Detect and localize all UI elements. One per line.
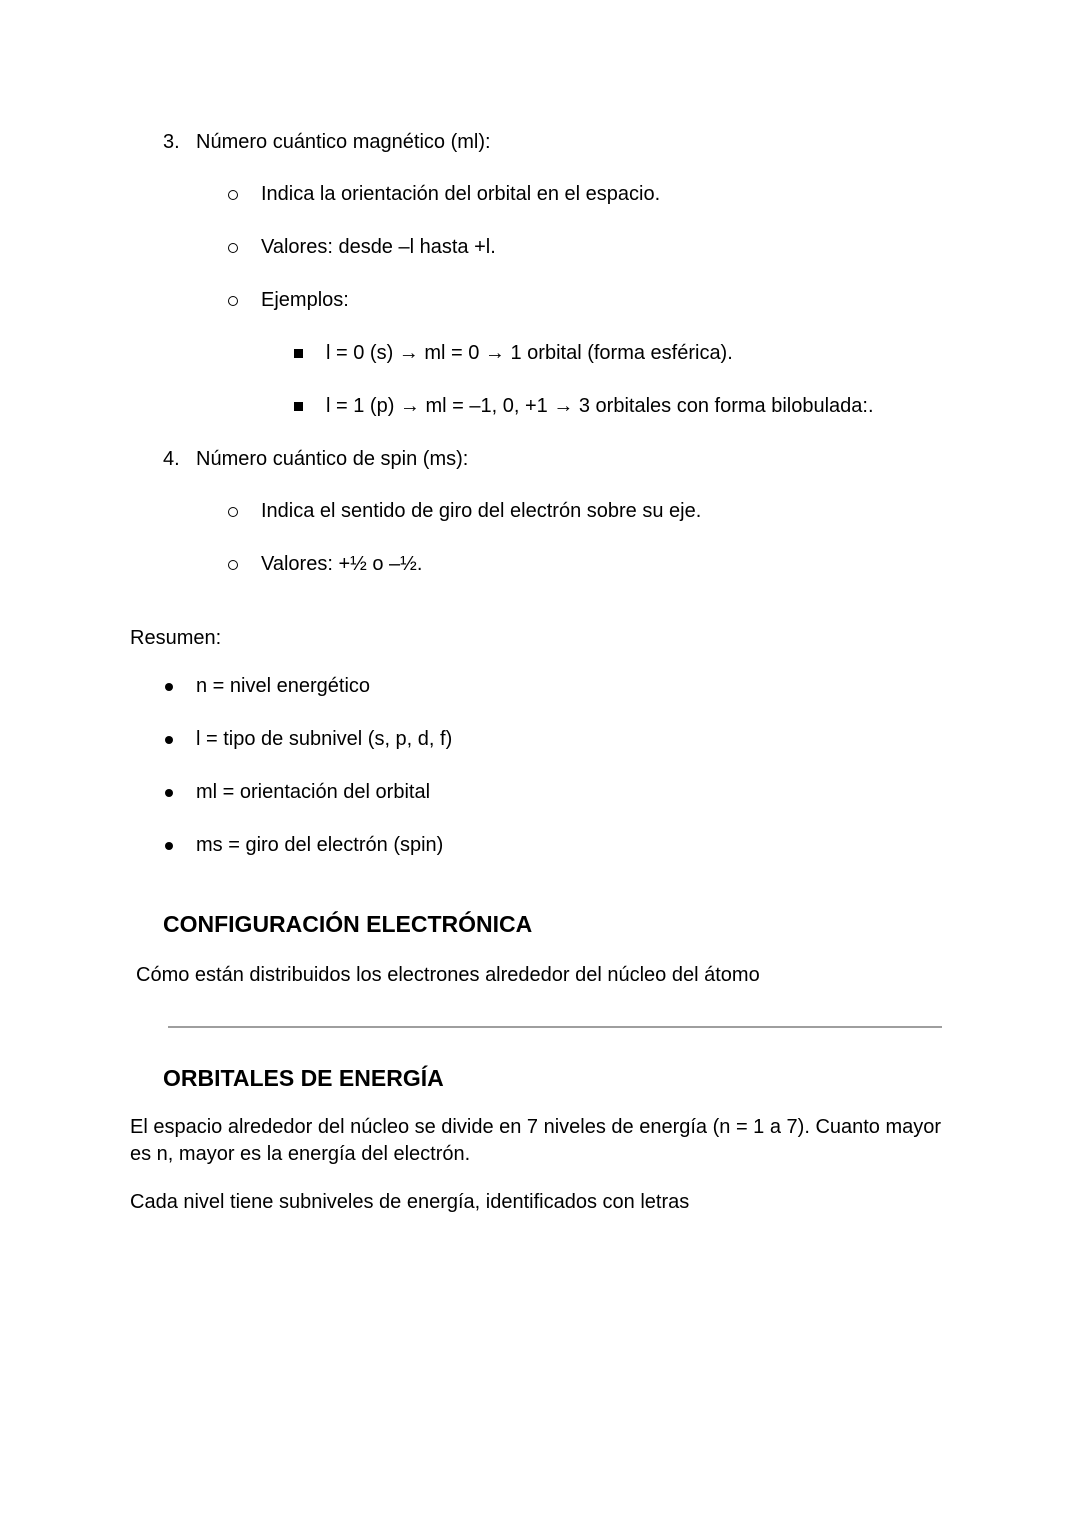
hollow-bullet-icon	[228, 234, 238, 260]
hollow-bullet-icon	[228, 181, 238, 207]
bullet-dot-icon	[165, 779, 173, 805]
list-number-3: 3.	[163, 131, 180, 153]
hollow-bullet-icon	[228, 551, 238, 577]
square-bullet-icon	[294, 340, 303, 366]
config-heading: CONFIGURACIÓN ELECTRÓNICA	[163, 911, 533, 937]
example-s-orbital: l = 0 (s) → ml = 0 → 1 orbital (forma esférica).	[326, 342, 733, 364]
summary-item-ml: ml = orientación del orbital	[196, 781, 431, 803]
summary-item-n: n = nivel energético	[196, 675, 371, 697]
bullet-dot-icon	[165, 673, 173, 699]
orbitals-paragraph-1: El espacio alrededor del núcleo se divide en 7 niveles de energía (n = 1 a 7). Cuanto mayor es n, mayor es la energía del electrón.	[130, 1116, 942, 1165]
item3-bullet-orientation: Indica la orientación del orbital en el espacio.	[261, 183, 661, 205]
item4-bullet-values: Valores: +½ o –½.	[261, 553, 423, 575]
horizontal-divider	[168, 1026, 942, 1028]
hollow-bullet-icon	[228, 498, 238, 524]
list-number-4: 4.	[163, 448, 180, 470]
summary-item-ms: ms = giro del electrón (spin)	[196, 834, 444, 856]
item4-title: Número cuántico de spin (ms):	[196, 448, 469, 470]
orbitals-heading: ORBITALES DE ENERGÍA	[163, 1065, 444, 1091]
item3-bullet-examples: Ejemplos:	[261, 289, 349, 311]
bullet-dot-icon	[165, 832, 173, 858]
item4-bullet-direction: Indica el sentido de giro del electrón sobre su eje.	[261, 500, 702, 522]
item3-title: Número cuántico magnético (ml):	[196, 131, 491, 153]
orbitals-paragraph-2: Cada nivel tiene subniveles de energía, identificados con letras	[130, 1191, 690, 1213]
hollow-bullet-icon	[228, 287, 238, 313]
square-bullet-icon	[294, 393, 303, 419]
summary-item-l: l = tipo de subnivel (s, p, d, f)	[196, 728, 453, 750]
item3-bullet-values: Valores: desde –l hasta +l.	[261, 236, 496, 258]
example-p-orbital: l = 1 (p) → ml = –1, 0, +1 → 3 orbitales con forma bilobulada:.	[326, 395, 874, 417]
config-text: Cómo están distribuidos los electrones alrededor del núcleo del átomo	[136, 964, 760, 986]
summary-label: Resumen:	[130, 627, 222, 649]
bullet-dot-icon	[165, 726, 173, 752]
